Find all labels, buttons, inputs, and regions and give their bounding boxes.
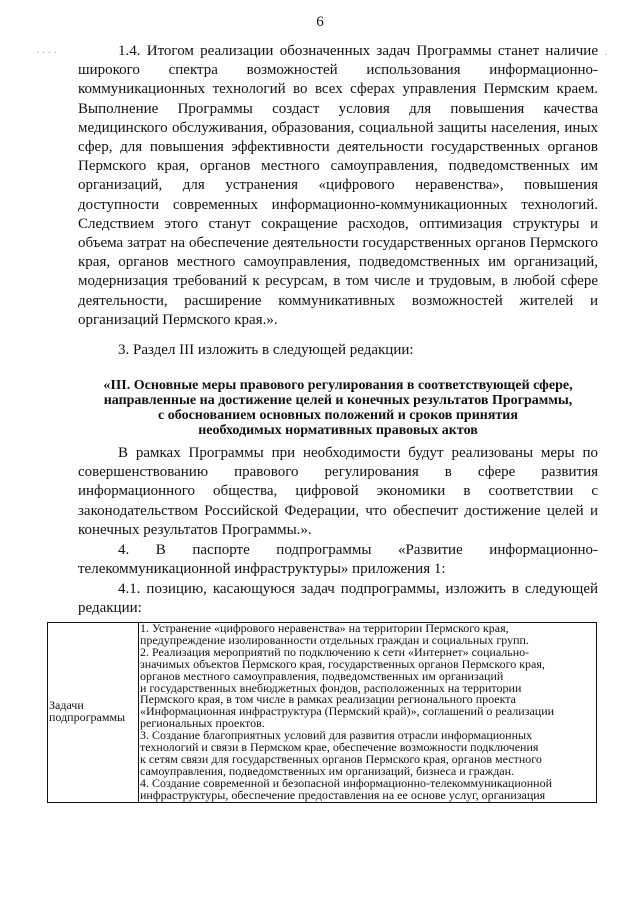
task-line: технологий и связи в Пермском крае, обеспечение возможности подключения xyxy=(140,742,539,754)
task-line: значимых объектов Пермского края, государственных органов Пермского края, xyxy=(140,658,545,671)
task-line: и государственных внебюджетных фондов, расположенных на территории xyxy=(140,682,522,695)
table-row xyxy=(48,623,597,803)
tasks-label: Задачи xyxy=(49,698,84,713)
scan-artifact: · xyxy=(604,50,608,61)
section-heading xyxy=(78,378,598,438)
section-heading-line: «III. Основные меры правового регулирования в соответствующей сфере, xyxy=(103,378,573,393)
section-body xyxy=(78,444,598,540)
scan-artifact: · · · · xyxy=(36,48,57,59)
task-line: 3. Создание благоприятных условий для развития отрасли информационных xyxy=(140,730,533,743)
section-body-text: В рамках Программы при необходимости будут реализованы меры по совершенствованию правового регулирования в сфере развития информационного общества, цифровой экономики в соответствии с законодательством Российской Федерации, что обеспечит достижение целей и конечных результатов Программы.». xyxy=(78,445,598,538)
task-line: самоуправления, подведомственных им организаций, бизнеса и граждан. xyxy=(140,765,515,778)
paragraph-4 xyxy=(78,541,598,579)
task-line: 1. Устранение «цифрового неравенства» на территории Пермского края, xyxy=(140,623,509,635)
paragraph-4-1 xyxy=(78,580,598,618)
section-heading-line: с обоснованием основных положений и сроков принятия xyxy=(158,408,518,423)
task-line: 4. Создание современной и безопасной информационно-телекоммуникационной xyxy=(140,777,553,790)
task-line: предупреждение изолированности отдельных граждан и социальных групп. xyxy=(140,634,529,647)
task-line: органов местного самоуправления, подведомственных им организаций xyxy=(140,670,504,683)
tasks-table xyxy=(47,622,597,803)
paragraph-4-1-text: 4.1. позицию, касающуюся задач подпрограммы, изложить в следующей редакции: xyxy=(78,581,598,617)
task-line: Пермского края, в том числе в рамках реализации регионального проекта xyxy=(140,694,516,707)
task-line: 2. Реализация мероприятий по подключению к сети «Интернет» социально- xyxy=(140,646,530,659)
tasks-label: подпрограммы xyxy=(49,710,126,725)
paragraph-1-4 xyxy=(78,42,598,330)
section-heading-line: необходимых нормативных правовых актов xyxy=(198,423,478,438)
task-line: «Информационная инфраструктура (Пермский край)», соглашений о реализации xyxy=(140,706,555,719)
task-line: к сетям связи для государственных органов Пермского края, органов местного xyxy=(140,753,542,766)
task-line: региональных проектов. xyxy=(140,718,265,731)
paragraph-3-text: 3. Раздел III изложить в следующей редакции: xyxy=(118,342,414,358)
section-heading-line: направленные на достижение целей и конечных результатов Программы, xyxy=(103,393,573,408)
task-line: инфраструктуры, обеспечение предоставления на ее основе услуг, организация xyxy=(140,789,546,802)
paragraph-4-text: 4. В паспорте подпрограммы «Развитие информационно-телекоммуникационной инфраструктуры» приложения 1: xyxy=(78,542,598,578)
paragraph-3 xyxy=(78,341,598,360)
page-number: 6 xyxy=(316,14,324,30)
paragraph-1-4-text: 1.4. Итогом реализации обозначенных задач Программы станет наличие широкого спектра возможностей использования информационно-коммуникационных технологий во всех сферах управления Пермским краем. Выполнение Программы создаст условия для повышения качества медицинского обслуживания, образования, социальной защиты населения, иных сфер, для повышения эффективности деятельности государственных органов Пермского края, органов местного самоуправления, подведомственных им организаций, для устранения «цифрового неравенства», повышения доступности современных информационно-коммуникационных технологий. Следствием этого станут сокращение расходов, оптимизация структуры и объема затрат на обеспечение деятельности государственных органов Пермского края, органов местного самоуправления, подведомственных им организаций, модернизация требований к ресурсам, в том числе и трудовым, в любой сфере деятельности, расширение коммуникативных возможностей жителей и организаций Пермского края.». xyxy=(78,43,598,328)
tasks-label-cell xyxy=(48,623,139,803)
tasks-content-cell xyxy=(139,623,597,803)
